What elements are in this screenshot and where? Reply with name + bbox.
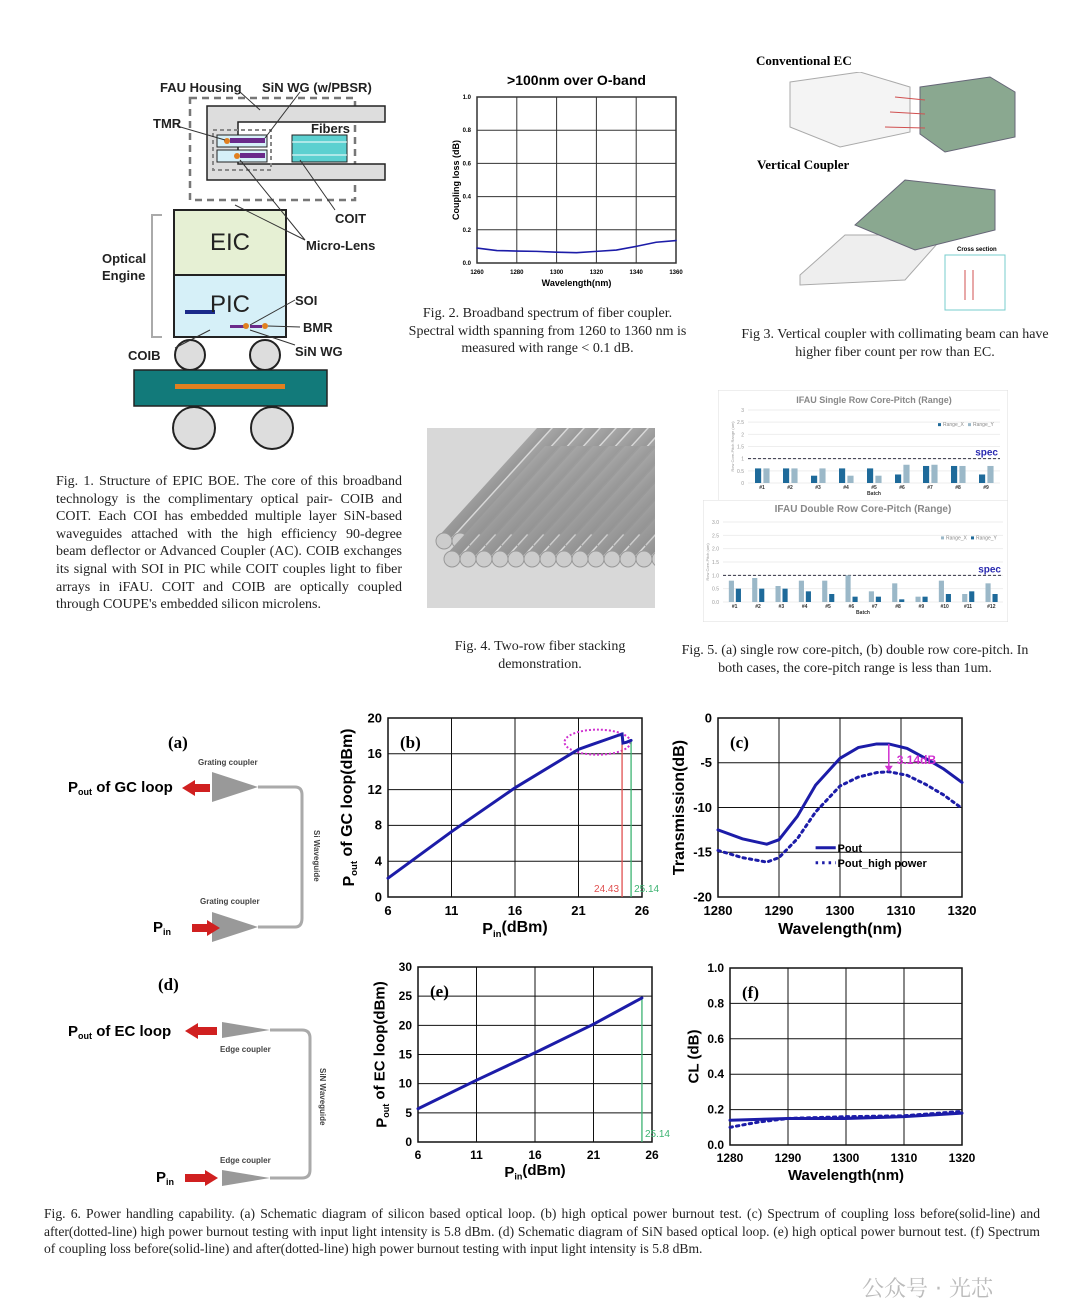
x-tick-label: 1340 bbox=[629, 270, 643, 276]
bar bbox=[923, 466, 929, 483]
label-soi: SOI bbox=[295, 293, 318, 308]
x-tick-label: 26 bbox=[634, 903, 650, 918]
y-axis-label: Pout of EC loop(dBm) bbox=[371, 981, 392, 1128]
bar bbox=[819, 468, 825, 483]
bar bbox=[986, 583, 991, 602]
fig5-caption: Fig. 5. (a) single row core-pitch, (b) double row core-pitch. In both cases, the core-pitch range is less than 1um. bbox=[681, 643, 1029, 676]
fig1-diagram bbox=[100, 70, 420, 460]
bar bbox=[951, 466, 957, 483]
label-engine: Engine bbox=[102, 268, 146, 283]
x-tick-label: 1290 bbox=[774, 1151, 802, 1165]
y-tick-label: 2.0 bbox=[712, 546, 719, 553]
watermark: 公众号 · 光芯 bbox=[862, 1277, 993, 1302]
x-tick-label: 16 bbox=[507, 903, 523, 918]
x-tick-label: #6 bbox=[899, 485, 905, 491]
label-cross-section: Cross section bbox=[957, 247, 997, 253]
output-arrow-icon bbox=[185, 1023, 217, 1039]
x-tick-label: 21 bbox=[571, 903, 586, 918]
panel-label: (c) bbox=[730, 733, 749, 752]
legend-label: Range_Y bbox=[976, 535, 997, 542]
fig1-caption: Fig. 1. Structure of EPIC BOE. The core of this broadband technology is the complimentary optical pair- COIB and COIT. Each COI has embedded multiple layer SiN-based waveguides attached with the high efficiency 90-degree beam deflector or Advanced Coupler (AC). COIB exchanges its signal with SOI in PIC while COIT couples light to fiber arrays in iFAU. COIT and COIB are optically coupled through COUPE's embedded silicon microlens. bbox=[56, 474, 402, 613]
label-grating-coupler-bottom: Grating coupler bbox=[200, 897, 260, 906]
label-sin-waveguide: SiN Waveguide bbox=[318, 1068, 327, 1126]
y-tick-label: 1 bbox=[741, 456, 744, 463]
fig2-chart bbox=[430, 65, 690, 295]
label-pout-ec-loop: of EC loop bbox=[96, 1023, 172, 1040]
fig5a-chart bbox=[718, 390, 1008, 502]
y-tick-label: 12 bbox=[367, 781, 382, 797]
label-optical: Optical bbox=[102, 251, 147, 266]
x-axis-label: Pin(dBm) bbox=[504, 1162, 566, 1182]
x-tick-label: #2 bbox=[787, 485, 793, 491]
panel-label: (e) bbox=[430, 982, 449, 1001]
bar bbox=[806, 591, 811, 602]
x-tick-label: #6 bbox=[848, 604, 855, 610]
x-tick-label: 11 bbox=[470, 1148, 483, 1162]
fig5b-chart bbox=[703, 500, 1008, 622]
bar bbox=[853, 597, 858, 602]
chart-title: IFAU Double Row Core-Pitch (Range) bbox=[774, 504, 952, 515]
fig3-caption: Fig 3. Vertical coupler with collimating beam can have higher fiber count per row than EC. bbox=[741, 327, 1049, 360]
fig6-caption: Fig. 6. Power handling capability. (a) Schematic diagram of silicon based optical loop. (b) high optical power burnout test. (c) Spectrum of coupling loss before(solid-line) and after(dotted-line) high power burnout testing with input light intensity is 5.8 dBm. (d) Schematic diagram of SiN based optical loop. (e) high optical power burnout test. (f) Spectrum of coupling loss before(solid-line) and after(dotted-line) high power burnout testing with input light intensity is 5.8 dBm. bbox=[44, 1206, 1040, 1257]
x-tick-label: #8 bbox=[895, 604, 901, 610]
fig6f-chart bbox=[672, 955, 982, 1200]
bar bbox=[759, 589, 764, 602]
x-tick-label: 1280 bbox=[716, 1151, 744, 1165]
chart-frame bbox=[703, 500, 1008, 622]
y-tick-label: 3.0 bbox=[712, 520, 719, 526]
x-tick-label: 1320 bbox=[589, 270, 604, 276]
marker-label: 24.43 bbox=[594, 884, 620, 895]
y-tick-label: 25 bbox=[398, 989, 412, 1004]
y-tick-label: 1.0 bbox=[712, 573, 719, 580]
x-tick-label: #12 bbox=[987, 604, 996, 610]
fig6e-chart bbox=[360, 955, 680, 1200]
y-axis-label: CL (dB) bbox=[685, 1029, 703, 1084]
y-tick-label: 15 bbox=[398, 1047, 412, 1062]
x-tick-label: #4 bbox=[843, 485, 849, 491]
x-tick-label: 16 bbox=[528, 1148, 542, 1162]
panel-label-d: (d) bbox=[158, 975, 179, 994]
bar bbox=[987, 466, 993, 483]
fig3-conventional-ec-illustration bbox=[780, 72, 1020, 162]
fig4-fiber-stack-photo bbox=[427, 428, 655, 608]
y-tick-label: 0.0 bbox=[707, 1138, 724, 1152]
bar bbox=[752, 578, 757, 602]
bar bbox=[776, 586, 781, 602]
x-tick-label: #7 bbox=[927, 485, 933, 491]
fiber-end bbox=[444, 551, 460, 567]
y-tick-label: 0 bbox=[704, 710, 712, 726]
x-tick-label: 1320 bbox=[947, 903, 977, 918]
y-tick-label: 4 bbox=[374, 853, 382, 869]
y-axis-label: Row Core-Pitch (um) bbox=[705, 543, 710, 581]
label-coib: COIB bbox=[128, 348, 161, 363]
x-tick-label: #9 bbox=[918, 604, 925, 610]
bar bbox=[969, 591, 974, 602]
fig6d-schematic bbox=[40, 960, 340, 1190]
bar bbox=[783, 468, 789, 483]
label-conventional-ec: Conventional EC bbox=[756, 53, 852, 68]
y-tick-label: 0.0 bbox=[712, 600, 719, 606]
x-tick-label: #1 bbox=[759, 485, 765, 491]
y-tick-label: -15 bbox=[693, 844, 712, 860]
bar bbox=[729, 581, 734, 602]
bar bbox=[903, 465, 909, 483]
y-tick-label: 10 bbox=[398, 1076, 412, 1091]
y-tick-label: 0.0 bbox=[462, 261, 471, 267]
label-vertical-coupler: Vertical Coupler bbox=[757, 157, 850, 172]
x-axis-label: Pin(dBm) bbox=[482, 919, 548, 940]
legend-swatch bbox=[968, 423, 971, 426]
y-axis-label: Coupling loss (dB) bbox=[451, 140, 462, 220]
label-bmr: BMR bbox=[303, 320, 333, 335]
bar bbox=[829, 594, 834, 602]
y-tick-label: 3 bbox=[741, 408, 744, 414]
fiber-end bbox=[492, 551, 508, 567]
y-axis-label: Transmission(dB) bbox=[671, 739, 689, 876]
y-tick-label: -10 bbox=[693, 799, 712, 815]
y-tick-label: 0.2 bbox=[462, 227, 471, 234]
y-tick-label: 1.5 bbox=[737, 444, 744, 451]
fiber-end bbox=[620, 551, 636, 567]
y-tick-label: 1.0 bbox=[707, 961, 724, 975]
y-axis-label: Pout of GC loop(dBm) bbox=[339, 728, 360, 887]
legend-label: Range_X bbox=[943, 422, 964, 429]
label-edge-coupler-bottom: Edge coupler bbox=[220, 1156, 271, 1165]
fig6a-schematic bbox=[40, 720, 340, 950]
y-tick-label: 0.2 bbox=[707, 1102, 724, 1117]
fiber-end bbox=[588, 551, 604, 567]
label-fau-housing: FAU Housing bbox=[160, 80, 242, 95]
y-tick-label: 8 bbox=[374, 817, 382, 833]
x-tick-label: 21 bbox=[586, 1148, 601, 1162]
y-tick-label: 0.4 bbox=[462, 194, 471, 201]
x-tick-label: #7 bbox=[871, 604, 878, 610]
bar bbox=[763, 468, 769, 483]
x-tick-label: 1320 bbox=[948, 1151, 976, 1165]
x-tick-label: 1300 bbox=[549, 270, 564, 276]
x-axis-label: Wavelength(nm) bbox=[787, 1167, 905, 1184]
bar bbox=[839, 468, 845, 483]
x-tick-label: #9 bbox=[983, 485, 989, 491]
legend-label: Range_Y bbox=[973, 422, 994, 429]
y-tick-label: 0 bbox=[741, 481, 744, 487]
x-tick-label: 1280 bbox=[703, 903, 733, 918]
plot-area bbox=[477, 97, 676, 263]
svg-text:Pout of GC loop: $P_{out}$ of GC loop bbox=[68, 779, 173, 797]
bar bbox=[869, 591, 874, 602]
x-tick-label: 1290 bbox=[764, 903, 794, 918]
svg-text:Pout of EC loop: $P_{out}$ of EC loop bbox=[68, 1023, 172, 1041]
bar bbox=[931, 465, 937, 483]
y-tick-label: 2.5 bbox=[737, 420, 744, 427]
spec-label: spec bbox=[975, 447, 998, 459]
bar bbox=[736, 589, 741, 602]
fiber-end bbox=[508, 551, 524, 567]
bar bbox=[892, 583, 897, 602]
y-tick-label: 0 bbox=[405, 1135, 412, 1149]
x-tick-label: 1300 bbox=[832, 1151, 860, 1165]
x-tick-label: #3 bbox=[778, 604, 785, 610]
x-tick-label: #11 bbox=[963, 604, 973, 610]
bar bbox=[799, 581, 804, 602]
svg-text:Pin: $P_{in}$ bbox=[153, 919, 172, 937]
bar bbox=[755, 468, 761, 483]
fiber-end bbox=[436, 533, 452, 549]
y-tick-label: 1.5 bbox=[712, 560, 719, 566]
label-coit: COIT bbox=[335, 211, 367, 226]
x-axis-label: Wavelength(nm) bbox=[541, 278, 612, 288]
input-arrow-icon bbox=[185, 1170, 218, 1186]
x-tick-label: 1360 bbox=[669, 270, 683, 276]
bar bbox=[847, 476, 853, 483]
label-si-waveguide: Si Waveguide bbox=[312, 830, 321, 882]
y-tick-label: 0.8 bbox=[707, 996, 724, 1011]
bar bbox=[811, 476, 817, 483]
y-tick-label: 2 bbox=[741, 432, 744, 439]
x-tick-label: 1310 bbox=[890, 1151, 918, 1165]
bar bbox=[867, 468, 873, 483]
fiber-end bbox=[540, 551, 556, 567]
x-tick-label: #2 bbox=[755, 604, 761, 610]
bar bbox=[822, 581, 827, 602]
y-tick-label: 1.0 bbox=[462, 95, 471, 101]
label-tmr: TMR bbox=[153, 116, 182, 131]
bar bbox=[783, 589, 788, 602]
x-tick-label: #4 bbox=[801, 604, 808, 610]
x-tick-label: #1 bbox=[731, 604, 738, 610]
x-tick-label: 1260 bbox=[470, 270, 484, 276]
legend-label: Pout bbox=[837, 842, 863, 855]
panel-label-a: (a) bbox=[168, 733, 188, 752]
fiber-end bbox=[572, 551, 588, 567]
chart-title: >100nm over O-band bbox=[507, 72, 646, 88]
label-microlens: Micro-Lens bbox=[306, 238, 376, 253]
bar bbox=[846, 575, 851, 602]
fig6b-chart bbox=[330, 705, 675, 950]
y-tick-label: -20 bbox=[693, 889, 712, 905]
x-tick-label: 11 bbox=[444, 903, 459, 918]
y-tick-label: 0.5 bbox=[712, 586, 719, 593]
label-eic: EIC bbox=[209, 229, 251, 256]
x-axis-label: Batch bbox=[867, 491, 881, 497]
y-tick-label: -5 bbox=[700, 755, 712, 771]
bar bbox=[923, 597, 928, 602]
svg-text:Pin: $P_{in}$ bbox=[156, 1169, 175, 1187]
label-sin-wg-pbsr: SiN WG (w/PBSR) bbox=[262, 80, 372, 95]
bar bbox=[791, 468, 797, 483]
x-tick-label: #5 bbox=[871, 485, 877, 491]
fiber-end bbox=[476, 551, 492, 567]
y-tick-label: 0.4 bbox=[707, 1067, 724, 1082]
y-tick-label: 0.6 bbox=[707, 1031, 724, 1046]
fiber-end bbox=[556, 551, 572, 567]
bar bbox=[959, 466, 965, 483]
legend-label: Range_X bbox=[946, 535, 967, 542]
y-tick-label: 5 bbox=[405, 1105, 412, 1120]
bar bbox=[875, 476, 881, 483]
fiber-end bbox=[604, 551, 620, 567]
y-tick-label: 0.5 bbox=[737, 468, 744, 475]
marker-label: 25.14 bbox=[634, 884, 660, 895]
panel-label: (b) bbox=[400, 733, 421, 752]
fiber-end bbox=[460, 551, 476, 567]
label-fibers: Fibers bbox=[311, 121, 351, 136]
fiber-end bbox=[524, 551, 540, 567]
fiber-end bbox=[636, 551, 652, 567]
y-tick-label: 0.8 bbox=[462, 128, 471, 135]
y-tick-label: 0.6 bbox=[462, 161, 471, 168]
bar bbox=[979, 474, 985, 483]
x-tick-label: #10 bbox=[940, 604, 949, 610]
x-tick-label: 26 bbox=[645, 1148, 659, 1162]
y-tick-label: 20 bbox=[367, 710, 382, 726]
bar bbox=[899, 599, 904, 602]
chart-title: IFAU Single Row Core-Pitch (Range) bbox=[796, 395, 952, 405]
x-tick-label: 1310 bbox=[886, 903, 916, 918]
label-pic: PIC bbox=[209, 291, 251, 318]
label-edge-coupler-top: Edge coupler bbox=[220, 1045, 271, 1054]
fig4-caption: Fig. 4. Two-row fiber stacking demonstration. bbox=[454, 639, 626, 672]
legend-swatch bbox=[938, 423, 941, 426]
bar bbox=[939, 581, 944, 602]
x-tick-label: 1280 bbox=[510, 270, 524, 276]
bar bbox=[895, 474, 901, 483]
bar bbox=[876, 597, 881, 602]
x-tick-label: #8 bbox=[955, 485, 961, 491]
fig2-caption: Fig. 2. Broadband spectrum of fiber coupler. Spectral width spanning from 1260 to 1360 nm is measured with range < 0.1 dB. bbox=[408, 306, 687, 357]
legend-swatch bbox=[941, 536, 944, 539]
label-sin-wg: SiN WG bbox=[295, 344, 343, 359]
x-tick-label: 6 bbox=[414, 1148, 422, 1162]
fig6c-chart bbox=[660, 705, 980, 950]
spec-label: spec bbox=[978, 564, 1001, 576]
x-tick-label: #3 bbox=[815, 485, 821, 491]
marker-label: 25.14 bbox=[644, 1129, 670, 1140]
label-grating-coupler-top: Grating coupler bbox=[198, 758, 258, 767]
x-axis-label: Batch bbox=[856, 610, 870, 616]
bar bbox=[993, 594, 998, 602]
x-tick-label: 6 bbox=[384, 903, 392, 918]
y-axis-label: Row Core-Pitch Range (um) bbox=[730, 421, 735, 472]
annotation-label: 3.14dB bbox=[896, 752, 937, 767]
x-axis-label: Wavelength(nm) bbox=[778, 921, 902, 938]
x-tick-label: 1300 bbox=[825, 903, 855, 918]
bar bbox=[916, 597, 921, 602]
panel-label: (f) bbox=[742, 983, 759, 1002]
legend-label: Pout_high power bbox=[837, 857, 927, 870]
bar bbox=[962, 594, 967, 602]
label-pout-gc-loop: of GC loop bbox=[96, 779, 173, 796]
legend-swatch bbox=[971, 536, 974, 539]
y-tick-label: 20 bbox=[398, 1018, 412, 1033]
fig3-vertical-coupler-illustration bbox=[795, 175, 1010, 315]
y-tick-label: 2.5 bbox=[712, 533, 719, 540]
y-tick-label: 0 bbox=[374, 889, 382, 905]
output-arrow-icon bbox=[182, 780, 210, 796]
x-tick-label: #5 bbox=[825, 604, 831, 610]
y-tick-label: 16 bbox=[367, 746, 382, 762]
bar bbox=[946, 594, 951, 602]
y-tick-label: 30 bbox=[398, 960, 412, 974]
